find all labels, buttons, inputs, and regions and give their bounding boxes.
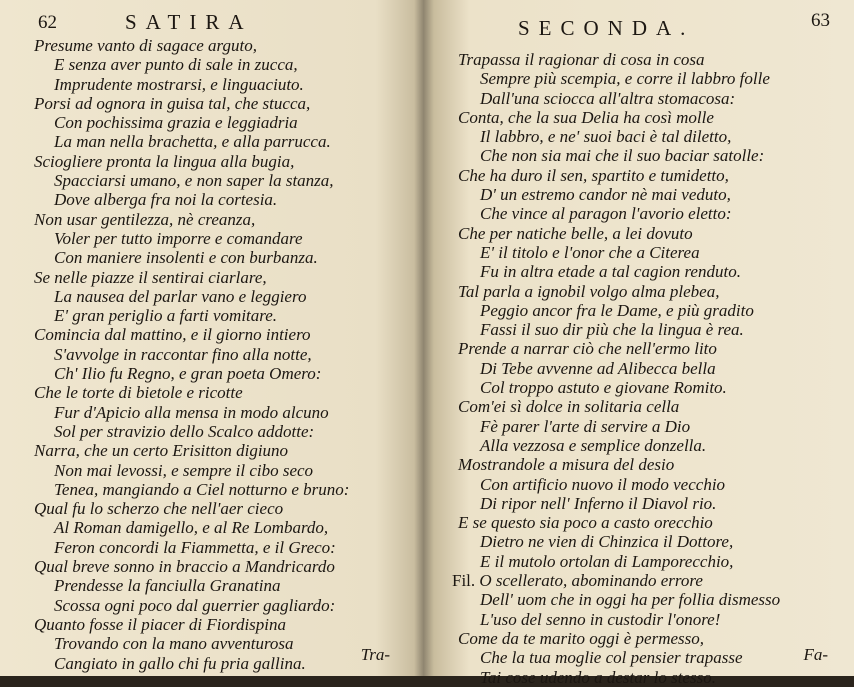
verse-line: Dietro ne vien di Chinzica il Dottore,: [480, 532, 734, 552]
verse-line: Trapassa il ragionar di cosa in cosa: [458, 50, 705, 69]
verse-line: Con artificio nuovo il modo vecchio: [480, 474, 726, 494]
speaker-label: Fil.: [452, 571, 476, 591]
page-number-left: 62: [38, 12, 57, 33]
verse-line: Ch' Ilio fu Regno, e gran poeta Omero:: [54, 364, 322, 384]
verse-line: Qual fu lo scherzo che nell'aer cieco: [34, 499, 284, 519]
verse-line: Spacciarsi umano, e non saper la stanza,: [54, 171, 334, 191]
verse-line-with-speaker: [428, 571, 854, 590]
verse-line: Sol per stravizio dello Scalco addotte:: [54, 421, 315, 441]
verse-line: E' il titolo e l'onor che a Citerea: [480, 242, 700, 262]
verse-line: Che non sia mai che il suo baciar satolle:: [480, 146, 765, 166]
verse-line: D' un estremo candor nè mai veduto,: [480, 185, 731, 205]
verse-line: Che vince al paragon l'avorio eletto:: [480, 204, 732, 224]
verse-line: Narra, che un certo Erisitton digiuno: [34, 441, 289, 461]
verse-line: E senza aver punto di sale in zucca,: [54, 55, 298, 75]
verse-line: La man nella brachetta, e alla parrucca.: [54, 132, 331, 152]
verse-line: Dall'una sciocca all'altra stomacosa:: [480, 88, 736, 108]
verse-line: Sempre più scempia, e corre il labbro folle: [480, 69, 770, 89]
verse-line: Fè parer l'arte di servire a Dio: [480, 416, 691, 436]
right-page: [428, 0, 854, 687]
left-verse-block: [0, 36, 420, 673]
verse-line: Tai cose udendo a destar lo stesso.: [480, 667, 716, 687]
verse-line: Prende a narrar ciò che nell'ermo lito: [458, 339, 717, 359]
verse-line: Cangiato in gallo chi fu pria gallina.: [54, 653, 306, 673]
verse-line: Fassi il suo dir più che la lingua è rea.: [480, 320, 744, 340]
catchword-left: Tra-: [360, 645, 390, 664]
verse-line: E' gran periglio a farti vomitare.: [54, 306, 278, 326]
verse-line: Presume vanto di sagace arguto,: [34, 36, 258, 55]
verse-line: O scellerato, abominando errore: [479, 571, 703, 591]
verse-line: Scossa ogni poco dal guerrier gagliardo:: [54, 595, 336, 615]
verse-line: Fur d'Apicio alla mensa in modo alcuno: [54, 402, 329, 422]
verse-line: Non usar gentilezza, nè creanza,: [34, 209, 256, 229]
verse-line: Fu in altra etade a tal cagion renduto.: [480, 262, 741, 282]
verse-line: Trovando con la mano avventurosa: [54, 634, 294, 654]
verse-line: Feron concordi la Fiammetta, e il Greco:: [54, 537, 336, 557]
right-page-header: [428, 10, 854, 40]
verse-line: Porsi ad ognora in guisa tal, che stucca,: [34, 93, 311, 113]
verse-line: S'avvolge in raccontar fino alla notte,: [54, 344, 312, 364]
verse-line: Conta, che la sua Delia ha così molle: [458, 107, 714, 127]
left-page: [0, 0, 420, 676]
verse-line: Peggio ancor fra le Dame, e più gradito: [480, 300, 754, 320]
verse-line: Di ripor nell' Inferno il Diavol rio.: [480, 493, 717, 513]
verse-line: L'uso del senno in custodir l'onore!: [480, 609, 721, 629]
verse-line: Imprudente mostrarsi, e linguaciuto.: [54, 74, 304, 94]
verse-line: Col troppo astuto e giovane Romito.: [480, 378, 727, 398]
verse-line: Com'ei sì dolce in solitaria cella: [458, 397, 680, 417]
verse-line: Che per natiche belle, a lei dovuto: [458, 223, 693, 243]
verse-line: Se nelle piazze il sentirai ciarlare,: [34, 267, 267, 287]
page-number-right: 63: [811, 10, 830, 31]
verse-line: Con pochissima grazia e leggiadria: [54, 113, 298, 133]
right-verse-block: [428, 50, 854, 687]
verse-line: Tenea, mangiando a Ciel notturno e bruno:: [54, 479, 350, 499]
verse-line: Tal parla a ignobil volgo alma plebea,: [458, 281, 720, 301]
verse-line: Dell' uom che in oggi ha per follia dismesso: [480, 590, 781, 610]
verse-line: Che ha duro il sen, spartito e tumidetto,: [458, 165, 729, 185]
verse-line: Alla vezzosa e semplice donzella.: [480, 435, 707, 455]
catchword-right: Fa-: [803, 645, 828, 664]
verse-line: Sciogliere pronta la lingua alla bugia,: [34, 151, 295, 171]
verse-line: La nausea del parlar vano e leggiero: [54, 286, 307, 306]
verse-line: Quanto fosse il piacer di Fiordispina: [34, 614, 287, 634]
verse-line: Che la tua moglie col pensier trapasse: [480, 648, 743, 668]
verse-line: Mostrandole a misura del desio: [458, 455, 675, 475]
verse-line: E il mutolo ortolan di Lamporecchio,: [480, 551, 734, 571]
verse-line: Come da te marito oggi è permesso,: [458, 628, 705, 648]
running-head-left: SATIRA: [125, 10, 253, 34]
verse-line: E se questo sia poco a casto orecchio: [458, 513, 713, 533]
verse-line: Il labbro, e ne' suoi baci è tal diletto,: [480, 127, 732, 147]
verse-line: Voler per tutto imporre e comandare: [54, 228, 303, 248]
verse-line: Al Roman damigello, e al Re Lombardo,: [54, 518, 329, 538]
verse-line: Qual breve sonno in braccio a Mandricardo: [34, 557, 335, 577]
verse-line: Di Tebe avvenne ad Alibecca bella: [480, 358, 716, 378]
verse-line: Prendesse la fanciulla Granatina: [54, 576, 281, 596]
verse-line: Con maniere insolenti e con burbanza.: [54, 248, 318, 268]
running-head-right: SECONDA.: [518, 16, 695, 40]
verse-line: Che le torte di bietole e ricotte: [34, 383, 243, 403]
verse-line: Dove alberga fra noi la cortesia.: [54, 190, 278, 210]
verse-line: Non mai levossi, e sempre il cibo seco: [54, 460, 314, 480]
verse-line: Comincia dal mattino, e il giorno intiero: [34, 325, 311, 345]
